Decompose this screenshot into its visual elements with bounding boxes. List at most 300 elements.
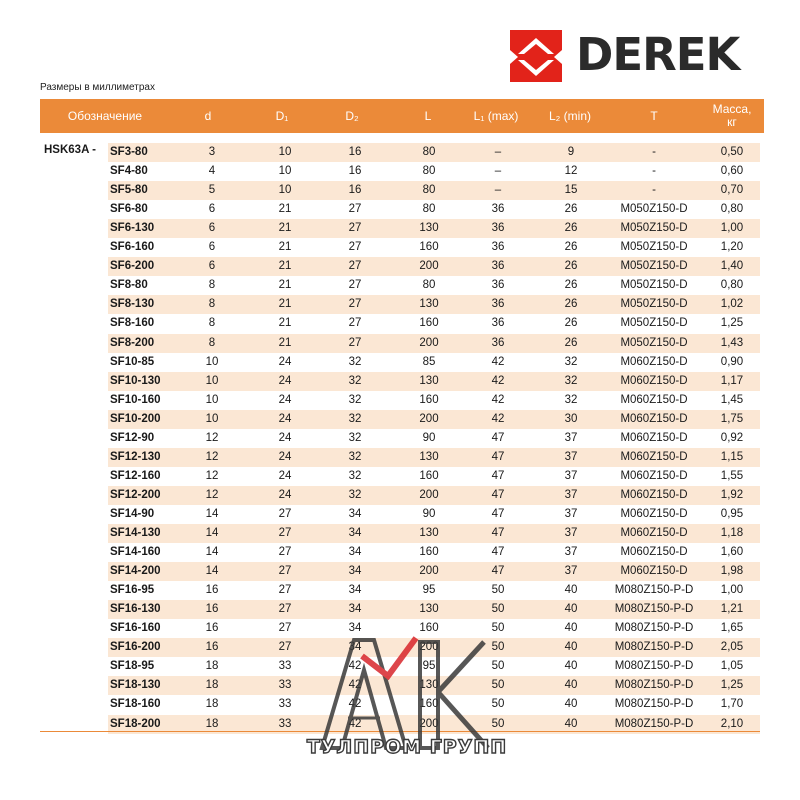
cell-designation: SF10-160 <box>110 393 161 406</box>
cell-d2: 32 <box>348 374 362 387</box>
cell-l2: 26 <box>564 298 578 311</box>
cell-l1: 36 <box>491 317 505 330</box>
cell-designation: SF8-130 <box>110 298 155 311</box>
table-row <box>108 353 760 372</box>
cell-t: - <box>652 184 656 197</box>
cell-l1: 42 <box>491 412 505 425</box>
header-t: T <box>650 108 658 123</box>
cell-t: M060Z150-D <box>620 469 688 482</box>
cell-d: 8 <box>208 336 216 349</box>
cell-m: 1,60 <box>720 546 744 559</box>
table-row <box>108 391 760 410</box>
cell-l: 130 <box>419 298 439 311</box>
cell-d1: 21 <box>278 298 292 311</box>
cell-m: 1,21 <box>720 603 744 616</box>
cell-d1: 24 <box>278 393 292 406</box>
cell-l2: 37 <box>564 507 578 520</box>
cell-d2: 34 <box>348 603 362 616</box>
cell-m: 1,45 <box>720 393 744 406</box>
derek-logo-mark-icon <box>510 30 562 82</box>
cell-designation: SF6-200 <box>110 260 155 273</box>
cell-d1: 24 <box>278 488 292 501</box>
cell-t: M080Z150-P-D <box>614 622 694 635</box>
cell-d2: 34 <box>348 546 362 559</box>
cell-d1: 21 <box>278 279 292 292</box>
cell-d1: 24 <box>278 469 292 482</box>
cell-t: M050Z150-D <box>620 317 688 330</box>
cell-d1: 10 <box>278 146 292 158</box>
cell-l: 200 <box>419 488 439 501</box>
cell-l1: 47 <box>491 507 505 520</box>
cell-d1: 33 <box>278 660 292 673</box>
cell-d: 6 <box>208 203 216 216</box>
cell-l: 160 <box>419 393 439 406</box>
cell-m: 1,55 <box>720 469 744 482</box>
cell-l1: 36 <box>491 241 505 254</box>
cell-designation: SF16-130 <box>110 603 161 616</box>
cell-l1: 47 <box>491 527 505 539</box>
table-row <box>108 543 760 562</box>
cell-l2: 37 <box>564 527 578 539</box>
cell-l: 160 <box>419 698 439 711</box>
cell-m: 0,60 <box>720 165 744 178</box>
cell-designation: SF5-80 <box>110 184 148 197</box>
cell-d2: 27 <box>348 298 362 311</box>
cell-d: 6 <box>208 260 216 273</box>
table-row <box>108 200 760 219</box>
cell-designation: SF16-95 <box>110 584 155 597</box>
cell-d2: 32 <box>348 431 362 444</box>
table-row <box>108 429 760 448</box>
cell-d2: 16 <box>348 184 362 197</box>
cell-d2: 42 <box>348 679 362 692</box>
cell-l2: 32 <box>564 374 578 387</box>
cell-l2: 40 <box>564 679 578 692</box>
cell-l1: 36 <box>491 260 505 273</box>
cell-designation: SF12-200 <box>110 488 161 501</box>
cell-l1: 36 <box>491 279 505 292</box>
cell-l: 160 <box>419 317 439 330</box>
cell-l1: 50 <box>491 698 505 711</box>
cell-l: 130 <box>419 450 439 463</box>
cell-d1: 24 <box>278 431 292 444</box>
table-row <box>108 372 760 391</box>
cell-d2: 32 <box>348 355 362 368</box>
cell-l1: 50 <box>491 660 505 673</box>
cell-designation: SF10-200 <box>110 412 161 425</box>
cell-t: M060Z150-D <box>620 546 688 559</box>
table-row <box>108 238 760 257</box>
cell-l1: 36 <box>491 203 505 216</box>
watermark-text: ТУЛПРОМ ГРУПП <box>306 736 508 758</box>
cell-d: 10 <box>205 393 219 406</box>
cell-designation: SF14-200 <box>110 565 161 578</box>
cell-d2: 32 <box>348 488 362 501</box>
cell-m: 1,02 <box>720 298 744 311</box>
derek-logo-text: DEREK <box>576 28 740 81</box>
cell-d: 3 <box>208 146 216 158</box>
cell-t: M080Z150-P-D <box>614 717 694 730</box>
cell-d1: 27 <box>278 622 292 635</box>
cell-t: M050Z150-D <box>620 203 688 216</box>
cell-d1: 33 <box>278 679 292 692</box>
cell-designation: SF12-90 <box>110 431 155 444</box>
cell-d2: 34 <box>348 507 362 520</box>
cell-m: 1,43 <box>720 336 744 349</box>
cell-d: 8 <box>208 279 216 292</box>
cell-l2: 40 <box>564 603 578 616</box>
cell-l1: 47 <box>491 488 505 501</box>
cell-m: 1,92 <box>720 488 744 501</box>
cell-designation: SF12-130 <box>110 450 161 463</box>
cell-d: 18 <box>205 660 219 673</box>
cell-l: 95 <box>422 660 436 673</box>
cell-designation: SF10-85 <box>110 355 155 368</box>
table-row <box>108 276 760 295</box>
cell-l1: 42 <box>491 355 505 368</box>
cell-d1: 24 <box>278 412 292 425</box>
cell-m: 1,65 <box>720 622 744 635</box>
cell-t: M080Z150-P-D <box>614 660 694 673</box>
cell-d1: 10 <box>278 184 292 197</box>
cell-designation: SF12-160 <box>110 469 161 482</box>
cell-d2: 42 <box>348 698 362 711</box>
cell-l1: 47 <box>491 450 505 463</box>
cell-l1: 42 <box>491 374 505 387</box>
cell-d1: 21 <box>278 203 292 216</box>
cell-d2: 27 <box>348 279 362 292</box>
cell-l2: 32 <box>564 393 578 406</box>
cell-l: 130 <box>419 527 439 539</box>
cell-d2: 27 <box>348 203 362 216</box>
cell-d2: 27 <box>348 336 362 349</box>
cell-d2: 34 <box>348 584 362 597</box>
cell-l: 90 <box>422 507 436 520</box>
header-d1: D₁ <box>275 108 289 123</box>
cell-l1: 42 <box>491 393 505 406</box>
table-row <box>108 143 760 162</box>
cell-l2: 40 <box>564 698 578 711</box>
cell-d: 14 <box>205 527 219 539</box>
cell-t: M050Z150-D <box>620 222 688 235</box>
cell-designation: SF14-90 <box>110 507 155 520</box>
table-row <box>108 562 760 581</box>
cell-d2: 34 <box>348 565 362 578</box>
table-row <box>108 505 760 524</box>
table-row <box>108 581 760 600</box>
cell-l2: 32 <box>564 355 578 368</box>
cell-m: 1,18 <box>720 527 744 539</box>
cell-d: 12 <box>205 469 219 482</box>
cell-m: 1,75 <box>720 412 744 425</box>
cell-m: 1,98 <box>720 565 744 578</box>
cell-t: M060Z150-D <box>620 393 688 406</box>
cell-d2: 32 <box>348 393 362 406</box>
cell-d1: 27 <box>278 507 292 520</box>
cell-d1: 21 <box>278 317 292 330</box>
cell-l: 95 <box>422 584 436 597</box>
cell-m: 1,25 <box>720 679 744 692</box>
cell-l1: – <box>494 165 502 178</box>
cell-d2: 34 <box>348 622 362 635</box>
header-l1: L₁ (max) <box>473 108 519 123</box>
cell-l: 80 <box>422 184 436 197</box>
cell-m: 0,50 <box>720 146 744 158</box>
cell-designation: SF18-160 <box>110 698 161 711</box>
cell-l: 200 <box>419 412 439 425</box>
cell-t: - <box>652 146 656 158</box>
cell-d: 16 <box>205 641 219 654</box>
cell-d2: 27 <box>348 222 362 235</box>
cell-l: 80 <box>422 279 436 292</box>
table-row <box>108 524 760 543</box>
cell-d2: 34 <box>348 641 362 654</box>
cell-l2: 40 <box>564 641 578 654</box>
cell-m: 1,40 <box>720 260 744 273</box>
cell-m: 1,00 <box>720 584 744 597</box>
cell-l2: 12 <box>564 165 578 178</box>
cell-l: 200 <box>419 641 439 654</box>
cell-l1: 50 <box>491 603 505 616</box>
cell-d: 12 <box>205 488 219 501</box>
header-l2: L₂ (min) <box>549 108 591 123</box>
cell-l2: 37 <box>564 469 578 482</box>
cell-m: 0,80 <box>720 203 744 216</box>
cell-m: 0,70 <box>720 184 744 197</box>
cell-l1: – <box>494 184 502 197</box>
table-row <box>108 410 760 429</box>
cell-l: 160 <box>419 546 439 559</box>
cell-d1: 21 <box>278 260 292 273</box>
cell-m: 2,05 <box>720 641 744 654</box>
cell-l: 160 <box>419 622 439 635</box>
cell-designation: SF10-130 <box>110 374 161 387</box>
cell-d: 18 <box>205 717 219 730</box>
cell-d2: 16 <box>348 165 362 178</box>
cell-m: 0,95 <box>720 507 744 520</box>
cell-d: 18 <box>205 698 219 711</box>
cell-l2: 26 <box>564 241 578 254</box>
table-row <box>108 314 760 333</box>
cell-l2: 40 <box>564 584 578 597</box>
cell-l1: 36 <box>491 222 505 235</box>
cell-d: 6 <box>208 241 216 254</box>
cell-t: M060Z150-D <box>620 431 688 444</box>
cell-l: 200 <box>419 717 439 730</box>
cell-d1: 24 <box>278 374 292 387</box>
cell-t: M080Z150-P-D <box>614 679 694 692</box>
cell-d2: 32 <box>348 450 362 463</box>
cell-designation: SF4-80 <box>110 165 148 178</box>
cell-l1: 47 <box>491 546 505 559</box>
table-row <box>108 181 760 200</box>
cell-l2: 37 <box>564 431 578 444</box>
cell-d: 10 <box>205 412 219 425</box>
cell-l2: 37 <box>564 488 578 501</box>
cell-t: M060Z150-D <box>620 412 688 425</box>
cell-t: M080Z150-P-D <box>614 698 694 711</box>
cell-t: - <box>652 165 656 178</box>
table-header <box>40 99 764 133</box>
cell-l1: 47 <box>491 431 505 444</box>
cell-d: 14 <box>205 546 219 559</box>
cell-l2: 40 <box>564 622 578 635</box>
cell-m: 1,25 <box>720 317 744 330</box>
table-row <box>108 486 760 505</box>
cell-d2: 32 <box>348 469 362 482</box>
table-row <box>108 467 760 486</box>
cell-l2: 37 <box>564 450 578 463</box>
cell-d1: 21 <box>278 241 292 254</box>
header-designation: Обозначение <box>67 108 143 123</box>
cell-d: 10 <box>205 374 219 387</box>
cell-l1: 47 <box>491 469 505 482</box>
cell-t: M050Z150-D <box>620 279 688 292</box>
cell-l1: 50 <box>491 622 505 635</box>
cell-l: 130 <box>419 374 439 387</box>
header-d: d <box>204 108 212 123</box>
cell-m: 1,17 <box>720 374 744 387</box>
cell-d1: 33 <box>278 717 292 730</box>
cell-designation: SF6-130 <box>110 222 155 235</box>
cell-d: 12 <box>205 450 219 463</box>
cell-d1: 21 <box>278 336 292 349</box>
cell-d2: 16 <box>348 146 362 158</box>
cell-designation: SF14-130 <box>110 527 161 539</box>
cell-d1: 24 <box>278 450 292 463</box>
cell-d: 10 <box>205 355 219 368</box>
table-row <box>108 219 760 238</box>
cell-m: 0,80 <box>720 279 744 292</box>
cell-m: 1,00 <box>720 222 744 235</box>
cell-designation: SF6-80 <box>110 203 148 216</box>
cell-l2: 40 <box>564 660 578 673</box>
cell-t: M080Z150-P-D <box>614 603 694 616</box>
cell-m: 0,92 <box>720 431 744 444</box>
cell-d: 8 <box>208 317 216 330</box>
cell-l2: 40 <box>564 717 578 730</box>
cell-m: 1,70 <box>720 698 744 711</box>
cell-designation: SF8-160 <box>110 317 155 330</box>
cell-d1: 27 <box>278 584 292 597</box>
cell-l: 90 <box>422 431 436 444</box>
cell-d2: 27 <box>348 241 362 254</box>
cell-l: 200 <box>419 565 439 578</box>
cell-l2: 26 <box>564 317 578 330</box>
cell-l2: 9 <box>567 146 575 158</box>
cell-d1: 24 <box>278 355 292 368</box>
cell-l: 130 <box>419 679 439 692</box>
cell-m: 0,90 <box>720 355 744 368</box>
cell-l1: 50 <box>491 679 505 692</box>
header-mass: Масса, кг <box>712 102 752 129</box>
cell-t: M050Z150-D <box>620 298 688 311</box>
cell-l2: 37 <box>564 565 578 578</box>
cell-d1: 10 <box>278 165 292 178</box>
table-row <box>108 448 760 467</box>
cell-l2: 15 <box>564 184 578 197</box>
cell-l: 160 <box>419 241 439 254</box>
cell-t: M060Z150-D <box>620 374 688 387</box>
cell-d1: 33 <box>278 698 292 711</box>
table-row <box>108 295 760 314</box>
cell-l1: 36 <box>491 298 505 311</box>
cell-designation: SF18-95 <box>110 660 155 673</box>
cell-t: M060Z150-D <box>620 355 688 368</box>
cell-m: 2,10 <box>720 717 744 730</box>
cell-d: 16 <box>205 603 219 616</box>
cell-t: M050Z150-D <box>620 336 688 349</box>
cell-l1: 47 <box>491 565 505 578</box>
cell-l2: 26 <box>564 336 578 349</box>
cell-designation: SF3-80 <box>110 146 148 158</box>
cell-d1: 27 <box>278 603 292 616</box>
cell-d: 6 <box>208 222 216 235</box>
cell-d2: 27 <box>348 260 362 273</box>
table-row <box>108 257 760 276</box>
cell-d2: 27 <box>348 317 362 330</box>
cell-l: 160 <box>419 469 439 482</box>
cell-l2: 26 <box>564 203 578 216</box>
cell-t: M050Z150-D <box>620 260 688 273</box>
cell-d2: 42 <box>348 660 362 673</box>
cell-l2: 37 <box>564 546 578 559</box>
cell-designation: SF16-200 <box>110 641 161 654</box>
cell-l: 130 <box>419 222 439 235</box>
cell-l1: 50 <box>491 584 505 597</box>
cell-t: M060Z150-D <box>620 450 688 463</box>
cell-l1: – <box>494 146 502 158</box>
cell-designation: SF6-160 <box>110 241 155 254</box>
cell-d: 12 <box>205 431 219 444</box>
cell-designation: SF8-200 <box>110 336 155 349</box>
cell-designation: SF8-80 <box>110 279 148 292</box>
cell-l: 85 <box>422 355 436 368</box>
cell-t: M060Z150-D <box>620 565 688 578</box>
cell-d: 5 <box>208 184 216 197</box>
cell-d2: 42 <box>348 717 362 730</box>
cell-designation: SF16-160 <box>110 622 161 635</box>
cell-d1: 27 <box>278 565 292 578</box>
cell-m: 1,05 <box>720 660 744 673</box>
cell-d1: 27 <box>278 641 292 654</box>
cell-l2: 26 <box>564 279 578 292</box>
cell-l: 80 <box>422 203 436 216</box>
cell-designation: SF18-130 <box>110 679 161 692</box>
derek-logo <box>510 28 770 82</box>
cell-t: M060Z150-D <box>620 527 688 539</box>
cell-t: M080Z150-P-D <box>614 641 694 654</box>
cell-l1: 50 <box>491 717 505 730</box>
cell-l: 200 <box>419 260 439 273</box>
cell-d2: 34 <box>348 527 362 539</box>
cell-t: M060Z150-D <box>620 507 688 520</box>
cell-d1: 21 <box>278 222 292 235</box>
cell-m: 1,20 <box>720 241 744 254</box>
cell-designation: SF14-160 <box>110 546 161 559</box>
cell-t: M080Z150-P-D <box>614 584 694 597</box>
cell-d: 18 <box>205 679 219 692</box>
cell-l1: 36 <box>491 336 505 349</box>
cell-designation: SF18-200 <box>110 717 161 730</box>
cell-l: 130 <box>419 603 439 616</box>
cell-t: M050Z150-D <box>620 241 688 254</box>
cell-d: 4 <box>208 165 216 178</box>
table-row <box>108 334 760 353</box>
table-row <box>108 600 760 619</box>
cell-m: 1,15 <box>720 450 744 463</box>
cell-l: 80 <box>422 146 436 158</box>
